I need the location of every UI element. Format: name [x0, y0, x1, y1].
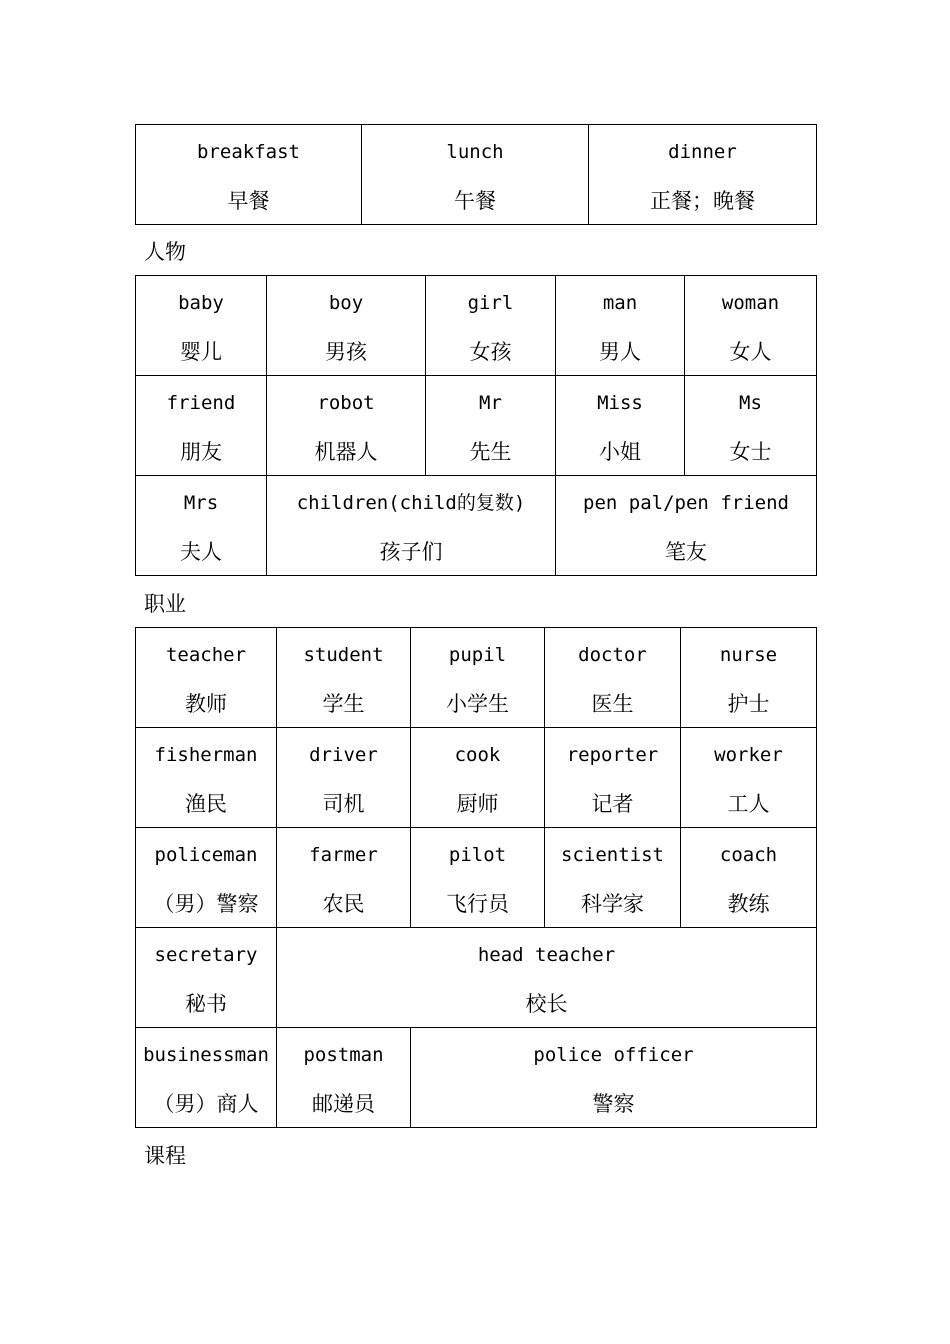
- chinese-meaning: 孩子们: [379, 540, 443, 564]
- table-row: [136, 125, 817, 225]
- chinese-meaning: 夫人: [180, 540, 222, 564]
- english-word: teacher: [165, 644, 247, 666]
- vocab-cell: [136, 628, 277, 728]
- chinese-meaning: 早餐: [227, 189, 270, 213]
- meals-table: [135, 124, 817, 225]
- vocab-cell: [685, 376, 817, 476]
- english-word: policeman: [154, 844, 258, 866]
- vocab-cell: [136, 728, 277, 828]
- vocab-cell: [545, 828, 681, 928]
- english-word: lunch: [446, 141, 504, 163]
- vocab-cell: [556, 376, 685, 476]
- vocab-cell: [545, 728, 681, 828]
- english-word: police officer: [533, 1044, 694, 1066]
- section-heading-people: 人物: [144, 240, 186, 264]
- chinese-meaning: 邮递员: [312, 1092, 375, 1116]
- chinese-meaning: 司机: [322, 792, 365, 816]
- table-row: [136, 628, 817, 728]
- english-word: farmer: [309, 844, 378, 866]
- english-word: cook: [454, 744, 501, 766]
- english-word: Mrs: [183, 492, 219, 514]
- vocab-cell: [136, 125, 362, 225]
- english-word: woman: [721, 292, 780, 314]
- vocab-cell: [362, 125, 589, 225]
- vocab-cell: [545, 628, 681, 728]
- chinese-meaning: 警察: [592, 1092, 635, 1116]
- vocab-cell: [685, 276, 817, 376]
- chinese-meaning: 午餐: [454, 189, 496, 213]
- chinese-meaning: 小姐: [599, 440, 641, 464]
- vocab-cell: [426, 376, 556, 476]
- chinese-meaning: 女人: [729, 340, 772, 364]
- english-word: pupil: [448, 644, 507, 666]
- chinese-meaning: 渔民: [185, 792, 227, 816]
- chinese-meaning: 女士: [729, 440, 772, 464]
- chinese-meaning: 女孩: [469, 340, 512, 364]
- vocab-cell: [136, 476, 267, 576]
- vocab-cell: [426, 276, 556, 376]
- english-word: fisherman: [154, 744, 258, 766]
- english-word: robot: [317, 392, 375, 414]
- people-table: [135, 275, 817, 576]
- chinese-meaning: 笔友: [665, 540, 707, 564]
- vocab-cell: [277, 1028, 411, 1128]
- english-word: scientist: [561, 844, 664, 866]
- english-word: Mr: [479, 392, 502, 414]
- english-word: driver: [309, 744, 378, 766]
- chinese-meaning: 护士: [727, 692, 770, 716]
- table-row: [136, 476, 817, 576]
- vocab-cell: [681, 628, 817, 728]
- section-heading-jobs: 职业: [144, 592, 186, 616]
- vocab-cell: [411, 628, 545, 728]
- vocab-cell: [277, 628, 411, 728]
- english-word: friend: [166, 392, 236, 414]
- chinese-meaning: 飞行员: [446, 892, 509, 916]
- vocab-cell: [267, 376, 426, 476]
- english-word: head teacher: [477, 944, 616, 966]
- english-word: baby: [178, 292, 224, 314]
- chinese-meaning: 男人: [599, 340, 641, 364]
- table-row: [136, 376, 817, 476]
- chinese-meaning: 厨师: [456, 792, 499, 816]
- vocab-cell: [277, 928, 817, 1028]
- chinese-meaning: 秘书: [185, 992, 227, 1016]
- table-row: [136, 276, 817, 376]
- vocab-cell: [136, 276, 267, 376]
- vocab-cell: [681, 828, 817, 928]
- english-word: Miss: [597, 392, 643, 414]
- chinese-meaning: 农民: [322, 892, 365, 916]
- english-word: boy: [328, 292, 364, 314]
- table-row: [136, 728, 817, 828]
- table-row: [136, 1028, 817, 1128]
- english-word: children(child的复数): [296, 492, 526, 514]
- chinese-meaning: 学生: [322, 692, 365, 716]
- english-word: pen pal/pen friend: [583, 492, 789, 514]
- chinese-meaning: （男）警察: [153, 892, 259, 916]
- english-word: worker: [714, 744, 783, 766]
- vocab-cell: [267, 476, 556, 576]
- vocab-cell: [136, 1028, 277, 1128]
- chinese-meaning: 婴儿: [180, 340, 222, 364]
- english-word: doctor: [578, 644, 647, 666]
- vocab-cell: [277, 728, 411, 828]
- vocab-cell: [556, 276, 685, 376]
- english-word: man: [602, 292, 638, 314]
- chinese-meaning: 小学生: [446, 692, 509, 716]
- english-word: Ms: [739, 392, 762, 414]
- vocab-cell: [681, 728, 817, 828]
- vocab-cell: [277, 828, 411, 928]
- english-word: student: [303, 644, 384, 666]
- chinese-meaning: 朋友: [180, 440, 222, 464]
- chinese-meaning: 工人: [727, 792, 770, 816]
- chinese-meaning: 正餐；晚餐: [650, 189, 755, 213]
- vocab-cell: [411, 1028, 817, 1128]
- english-word: dinner: [668, 141, 737, 163]
- vocab-cell: [411, 828, 545, 928]
- english-word: coach: [719, 844, 778, 866]
- english-word: reporter: [566, 744, 659, 766]
- vocab-cell: [136, 928, 277, 1028]
- chinese-meaning: 科学家: [581, 892, 644, 916]
- chinese-meaning: 教练: [727, 892, 770, 916]
- table-row: [136, 828, 817, 928]
- jobs-table: [135, 627, 817, 1128]
- chinese-meaning: 校长: [525, 992, 568, 1016]
- english-word: postman: [303, 1044, 384, 1066]
- chinese-meaning: 教师: [185, 692, 227, 716]
- chinese-meaning: 记者: [591, 792, 634, 816]
- vocab-cell: [411, 728, 545, 828]
- vocab-cell: [136, 828, 277, 928]
- vocab-cell: [589, 125, 817, 225]
- english-word: businessman: [143, 1044, 269, 1066]
- english-word: secretary: [154, 944, 258, 966]
- english-word: pilot: [448, 844, 507, 866]
- chinese-meaning: （男）商人: [153, 1092, 259, 1116]
- chinese-meaning: 医生: [591, 692, 634, 716]
- chinese-meaning: 机器人: [314, 440, 378, 464]
- english-word: nurse: [719, 644, 778, 666]
- table-row: [136, 928, 817, 1028]
- vocab-cell: [136, 376, 267, 476]
- vocab-cell: [267, 276, 426, 376]
- english-word: breakfast: [197, 141, 300, 163]
- section-heading-courses: 课程: [144, 1144, 186, 1168]
- vocab-cell: [556, 476, 817, 576]
- chinese-meaning: 先生: [469, 440, 512, 464]
- english-word: girl: [467, 292, 514, 314]
- chinese-meaning: 男孩: [325, 340, 367, 364]
